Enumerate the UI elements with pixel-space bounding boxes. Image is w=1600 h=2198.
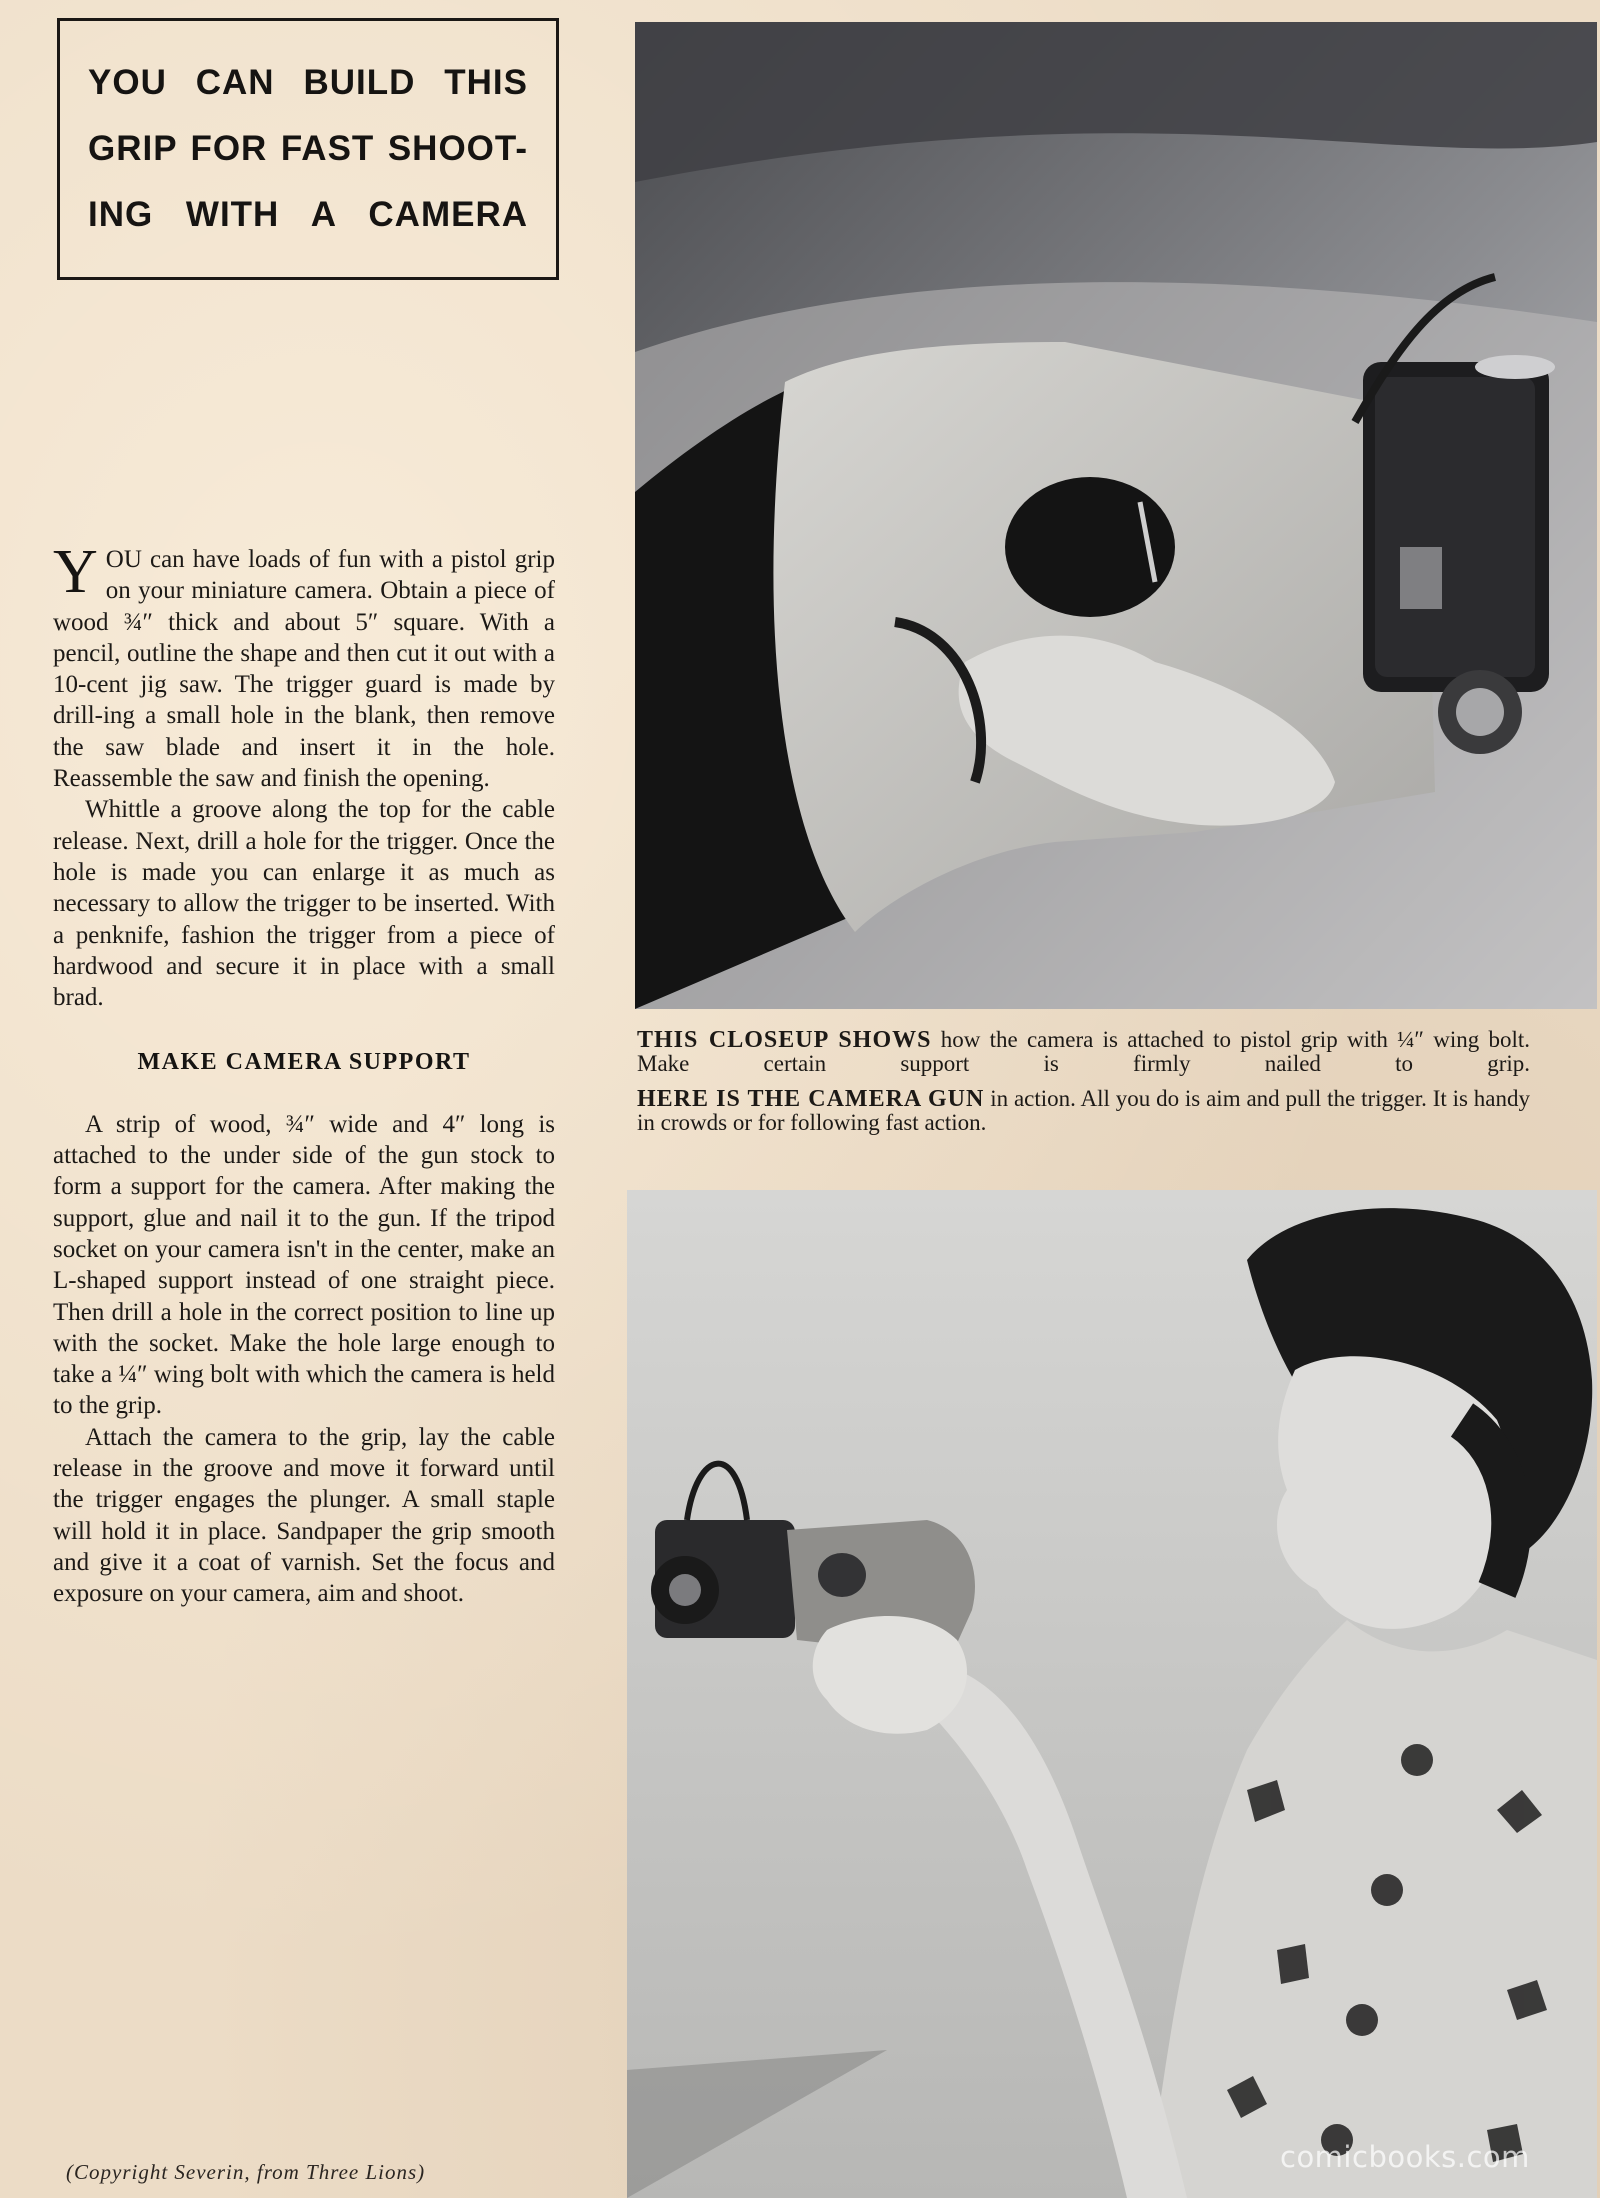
section-subheading: MAKE CAMERA SUPPORT: [137, 1049, 471, 1076]
action-caption: [637, 1087, 1530, 1134]
caption-block: [637, 1028, 1530, 1146]
caption-lead: HERE IS THE CAMERA GUN: [637, 1086, 985, 1112]
article-paragraph-4: Attach the camera to the grip, lay the cable release in the groove and move it forward until the trigger engages the plunger. A small staple will hold it in place. Sandpaper the grip smooth and give it a coat of varnish. Set the focus and exposure on your camera, aim and shoot.: [53, 1423, 555, 1608]
copyright-credit: (Copyright Severin, from Three Lions): [66, 2160, 426, 2184]
title-line-2: GRIP FOR FAST SHOOT-: [88, 129, 528, 168]
watermark: comicbooks.com: [1280, 2140, 1530, 2174]
caption-lead: THIS CLOSEUP SHOWS: [637, 1027, 932, 1053]
title-box: [57, 18, 559, 280]
caption-text: in action. All you do is aim and pull the trigger. It is handy in crowds or for following fast action.: [637, 1086, 1531, 1135]
action-photo: [627, 1190, 1597, 2198]
drop-cap: Y: [53, 538, 98, 606]
article-paragraph-2: Whittle a groove along the top for the cable release. Next, drill a hole for the trigger. Once the hole is made you can enlarge it as much as necessary to allow the trigger to be inserted. With a penknife, fashion the trigger from a piece of hardwood and secure it in place with a small brad.: [53, 796, 555, 1012]
closeup-caption: [637, 1028, 1530, 1075]
article-body: [53, 538, 555, 1610]
paragraph-text: OU can have loads of fun with a pistol grip on your miniature camera. Obtain a piece of wood ¾″ thick and about 5″ square. With a pencil, outline the shape and then cut it out with a 10-cent jig saw. The trigger guard is made by drill-ing a small hole in the blank, then remove the saw blade and insert it in the hole. Reassemble the saw and finish the opening.: [53, 546, 555, 793]
action-photo-drawing: [627, 1190, 1597, 2198]
article-paragraph-3: A strip of wood, ¾″ wide and 4″ long is attached to the under side of the gun stock to form a support for the camera. After making the support, glue and nail it to the gun. If the tripod socket on your camera isn't in the center, make an L-shaped support instead of one straight piece. Then drill a hole in the correct position to line up with the socket. Make the hole large enough to take a ¼″ wing bolt with which the camera is held to the grip.: [53, 1110, 555, 1420]
article-paragraph-1: [53, 538, 555, 794]
closeup-photo-drawing: [635, 22, 1597, 1009]
title-line-1: YOU CAN BUILD THIS: [88, 63, 528, 102]
caption-text: how the camera is attached to pistol grip with ¼″ wing bolt. Make certain support is firmly nailed to grip.: [637, 1027, 1531, 1076]
title-line-3: ING WITH A CAMERA: [88, 195, 528, 234]
closeup-photo: [635, 22, 1597, 1009]
